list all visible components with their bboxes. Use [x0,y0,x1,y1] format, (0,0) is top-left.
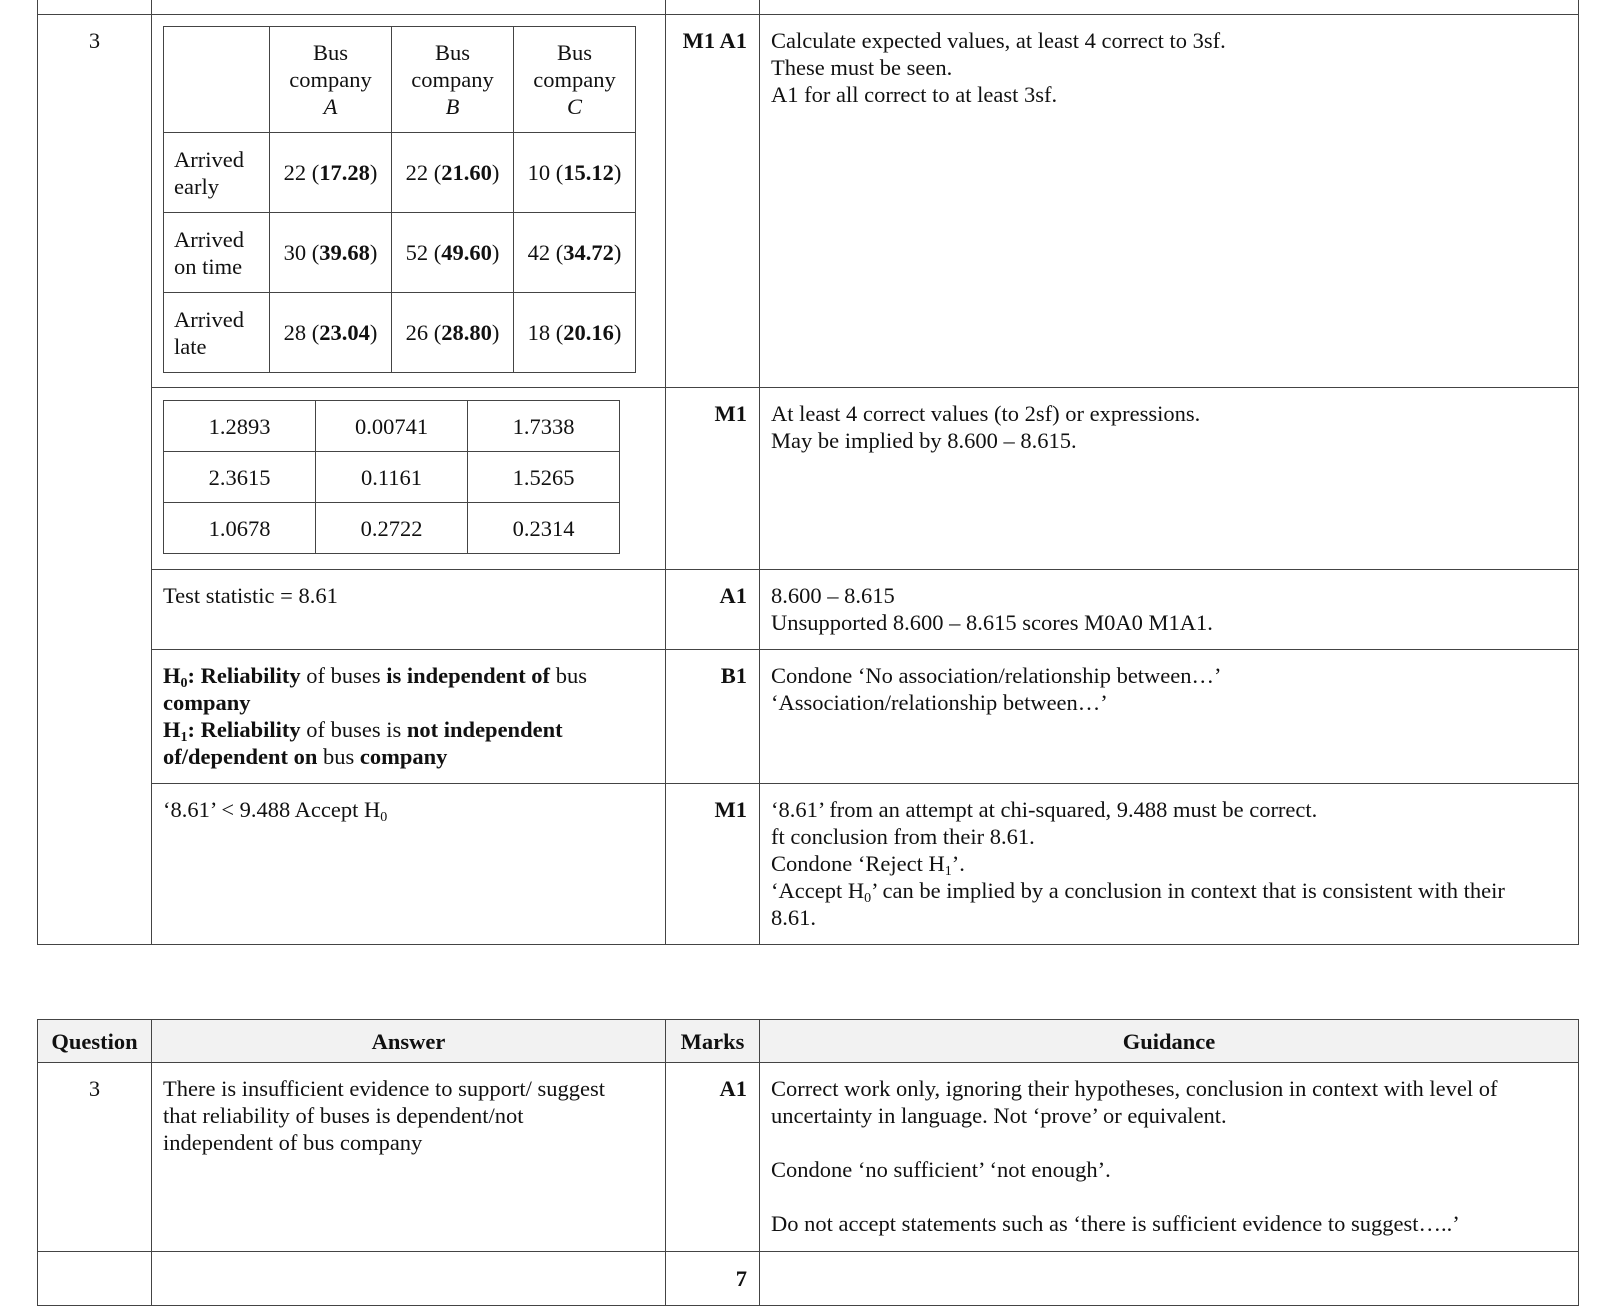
table-row-test-statistic [38,570,1579,650]
answer-cell [152,15,666,388]
corner-cell [164,27,270,133]
table-row-conclusion [38,784,1579,945]
marks-cell: M1 [666,388,760,570]
table-cell: 28 (23.04) [270,293,392,373]
table-cell: 1.5265 [468,452,620,503]
answer-cell: There is insufficient evidence to support/ suggest that reliability of buses is dependent/not independent of bus company [152,1063,666,1252]
table-cell: 52 (49.60) [392,213,514,293]
marks-cell: A1 [666,570,760,650]
table-cell: 0.1161 [316,452,468,503]
markscheme-table-top [37,0,1579,945]
table-row [38,1063,1579,1252]
table-row [164,401,620,452]
column-header-a: Bus company A [270,27,392,133]
column-header-b: Bus company B [392,27,514,133]
table-cell: 0.2722 [316,503,468,554]
header-answer: Answer [152,1020,666,1063]
marks-cell: A1 [666,1063,760,1252]
table-cell: 30 (39.68) [270,213,392,293]
table-row [164,293,636,373]
table-row-hypotheses [38,650,1579,784]
guidance-cell: Correct work only, ignoring their hypotheses, conclusion in context with level of uncertainty in language. Not ‘prove’ or equivalent. Condone ‘no sufficient’ ‘not enough’. Do not accept statements such as ‘there is sufficient evidence to suggest…..’ [760,1063,1579,1252]
row-label-on-time: Arrived on time [164,213,270,293]
table-cell: 0.2314 [468,503,620,554]
header-guidance: Guidance [760,1020,1579,1063]
table-cell: 18 (20.16) [514,293,636,373]
table-row-contributions [38,388,1579,570]
contribution-table [163,400,620,554]
table-cell: 1.2893 [164,401,316,452]
total-row [38,1252,1579,1306]
question-number: 3 [38,15,152,945]
table-cell: 1.0678 [164,503,316,554]
header-marks: Marks [666,1020,760,1063]
table-cell: 22 (21.60) [392,133,514,213]
guidance-cell: 8.600 – 8.615 Unsupported 8.600 – 8.615 scores M0A0 M1A1. [760,570,1579,650]
table-cell: 10 (15.12) [514,133,636,213]
table-row [38,0,1579,15]
markscheme-table-bottom [37,1019,1579,1306]
marks-cell: B1 [666,650,760,784]
table-row [164,503,620,554]
row-label-early: Arrived early [164,133,270,213]
table-row-expected-values [38,15,1579,388]
column-header-c: Bus company C [514,27,636,133]
table-cell: 22 (17.28) [270,133,392,213]
table-row [164,133,636,213]
contingency-table [163,26,636,373]
guidance-cell: At least 4 correct values (to 2sf) or expressions. May be implied by 8.600 – 8.615. [760,388,1579,570]
table-cell: 0.00741 [316,401,468,452]
marks-cell: M1 [666,784,760,945]
guidance-cell: ‘8.61’ from an attempt at chi-squared, 9.488 must be correct. ft conclusion from their 8.61. Condone ‘Reject $H_1$’. ‘Accept $H_0$’ can be implied by a conclusion in context that is consistent with their 8.61. [760,784,1579,945]
header-question: Question [38,1020,152,1063]
answer-cell: ‘8.61’ < 9.488 Accept $H_0$ [152,784,666,945]
table-cell: 1.7338 [468,401,620,452]
table-row [164,452,620,503]
answer-cell [152,388,666,570]
guidance-cell: Calculate expected values, at least 4 correct to 3sf. These must be seen. A1 for all correct to at least 3sf. [760,15,1579,388]
table-cell: 42 (34.72) [514,213,636,293]
answer-cell: Test statistic = 8.61 [152,570,666,650]
alternative-hypothesis: $H_1$: Reliability of buses is not independent [163,717,563,745]
table-cell: 2.3615 [164,452,316,503]
answer-cell-hypotheses: $H_0$: Reliability of buses is independent of bus company $H_1$: Reliability of buses is not independent of/dependent on bus company [152,650,666,784]
total-marks: 7 [666,1252,760,1306]
row-label-late: Arrived late [164,293,270,373]
guidance-cell: Condone ‘No association/relationship between…’ ‘Association/relationship between…’ [760,650,1579,784]
header-row [38,1020,1579,1063]
question-number: 3 [38,1063,152,1252]
null-hypothesis: $H_0$: Reliability of buses is independent of bus [163,663,587,691]
table-row [164,213,636,293]
marks-cell: M1 A1 [666,15,760,388]
table-cell: 26 (28.80) [392,293,514,373]
